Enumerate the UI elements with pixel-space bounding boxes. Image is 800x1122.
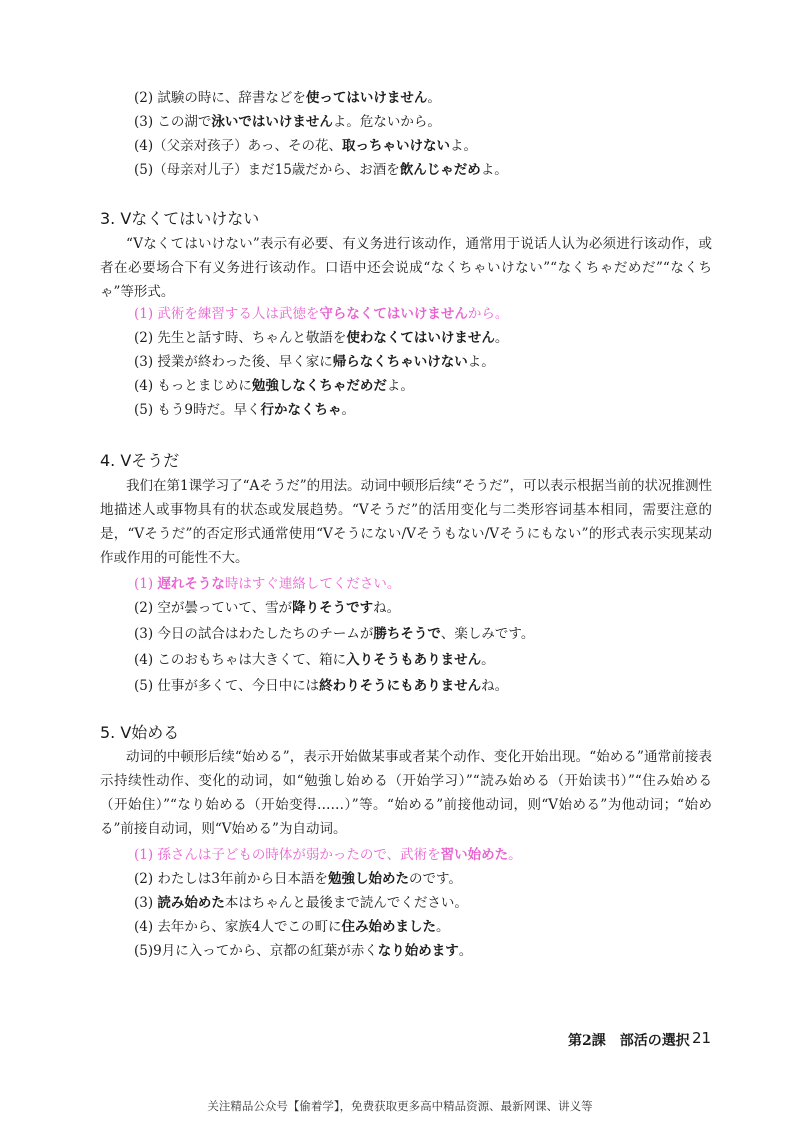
example-s3-4: (4) もっとまじめに勉強しなくちゃだめだよ。 xyxy=(134,378,414,394)
example-s4-1: (1) 遅れそうな時はすぐ連絡してください。 xyxy=(134,576,401,592)
promo-note: 关注精品公众号【偷着学】，免费获取更多高中精品资源、最新网课、讲义等 xyxy=(207,1099,593,1113)
example-s3-1: (1) 武術を練習する人は武徳を守らなくてはいけませんから。 xyxy=(134,306,509,322)
example-s4-5: (5) 仕事が多くて、今日中には終わりそうにもありませんね。 xyxy=(134,678,509,694)
example-s5-5: (5)9月に入ってから、京都の紅葉が赤くなり始めます。 xyxy=(134,943,473,959)
example-s4-2: (2) 空が曇っていて、雪が降りそうですね。 xyxy=(134,600,401,616)
example-s5-1: (1) 孫さんは子どもの時体が弱かったので、武術を習い始めた。 xyxy=(134,847,522,863)
section-heading-4: 4. Vそうだ xyxy=(100,451,180,470)
example-s4-3: (3) 今日の試合はわたしたちのチームが勝ちそうで、楽しみです。 xyxy=(134,626,535,642)
example-s2-3: (3) この湖で泳いではいけませんよ。危ないから。 xyxy=(134,114,441,130)
example-s5-2: (2) わたしは3年前から日本語を勉強し始めたのです。 xyxy=(134,871,462,887)
example-s4-4: (4) このおもちゃは大きくて、箱に入りそうもありません。 xyxy=(134,652,495,668)
section-explanation-5: 动词的中顿形后续“始める”，表示开始做某事或者某个动作、变化开始出现。“始める”通常前接表示持续性动作、变化的动词，如“勉強し始める（开始学习）”“読み始める（开始读书）”“住み始める（开始住）”“なり始める（开始变得……）”等。“始める”前接他动词，则“V始める”为他动词；“始める”前接自动词，则“V始める”为自动词。 xyxy=(100,749,712,837)
section-heading-5: 5. V始める xyxy=(100,723,180,742)
example-s2-2: (2) 試験の時に、辞書などを使ってはいけません。 xyxy=(134,90,441,106)
section-heading-3: 3. Vなくてはいけない xyxy=(100,209,260,228)
section-explanation-4: 我们在第1课学习了“Aそうだ”的用法。动词中顿形后续“そうだ”，可以表示根据当前的状况推测性地描述人或事物具有的状态或发展趋势。“Vそうだ”的活用变化与二类形容词基本相同，需要注意的是，“Vそうだ”的否定形式通常使用“Vそうにない/Vそうもない/Vそうにもない”的形式表示实现某动作或作用的可能性不大。 xyxy=(100,478,712,566)
example-s5-3: (3) 読み始めた本はちゃんと最後まで読んでください。 xyxy=(134,895,468,911)
example-s3-3: (3) 授業が終わった後、早く家に帰らなくちゃいけないよ。 xyxy=(134,354,495,370)
footer-lesson-title: 第2課 部活の選択 xyxy=(568,1033,690,1049)
example-s2-5: (5)（母亲对儿子）まだ15歳だから、お酒を飲んじゃだめよ。 xyxy=(134,162,508,178)
example-s3-2: (2) 先生と話す時、ちゃんと敬語を使わなくてはいけません。 xyxy=(134,330,509,346)
section-explanation-3: “Vなくてはいけない”表示有必要、有义务进行该动作，通常用于说话人认为必须进行该动作，或者在必要场合下有义务进行该动作。口语中还会说成“なくちゃいけない”“なくちゃだめだ”“なくちゃ”等形式。 xyxy=(100,236,712,300)
example-s5-4: (4) 去年から、家族4人でこの町に住み始めました。 xyxy=(134,919,450,935)
page-number: 21 xyxy=(692,1029,712,1047)
example-s3-5: (5) もう9時だ。早く行かなくちゃ。 xyxy=(134,402,356,418)
example-s2-4: (4)（父亲对孩子）あっ、その花、取っちゃいけないよ。 xyxy=(134,138,477,154)
